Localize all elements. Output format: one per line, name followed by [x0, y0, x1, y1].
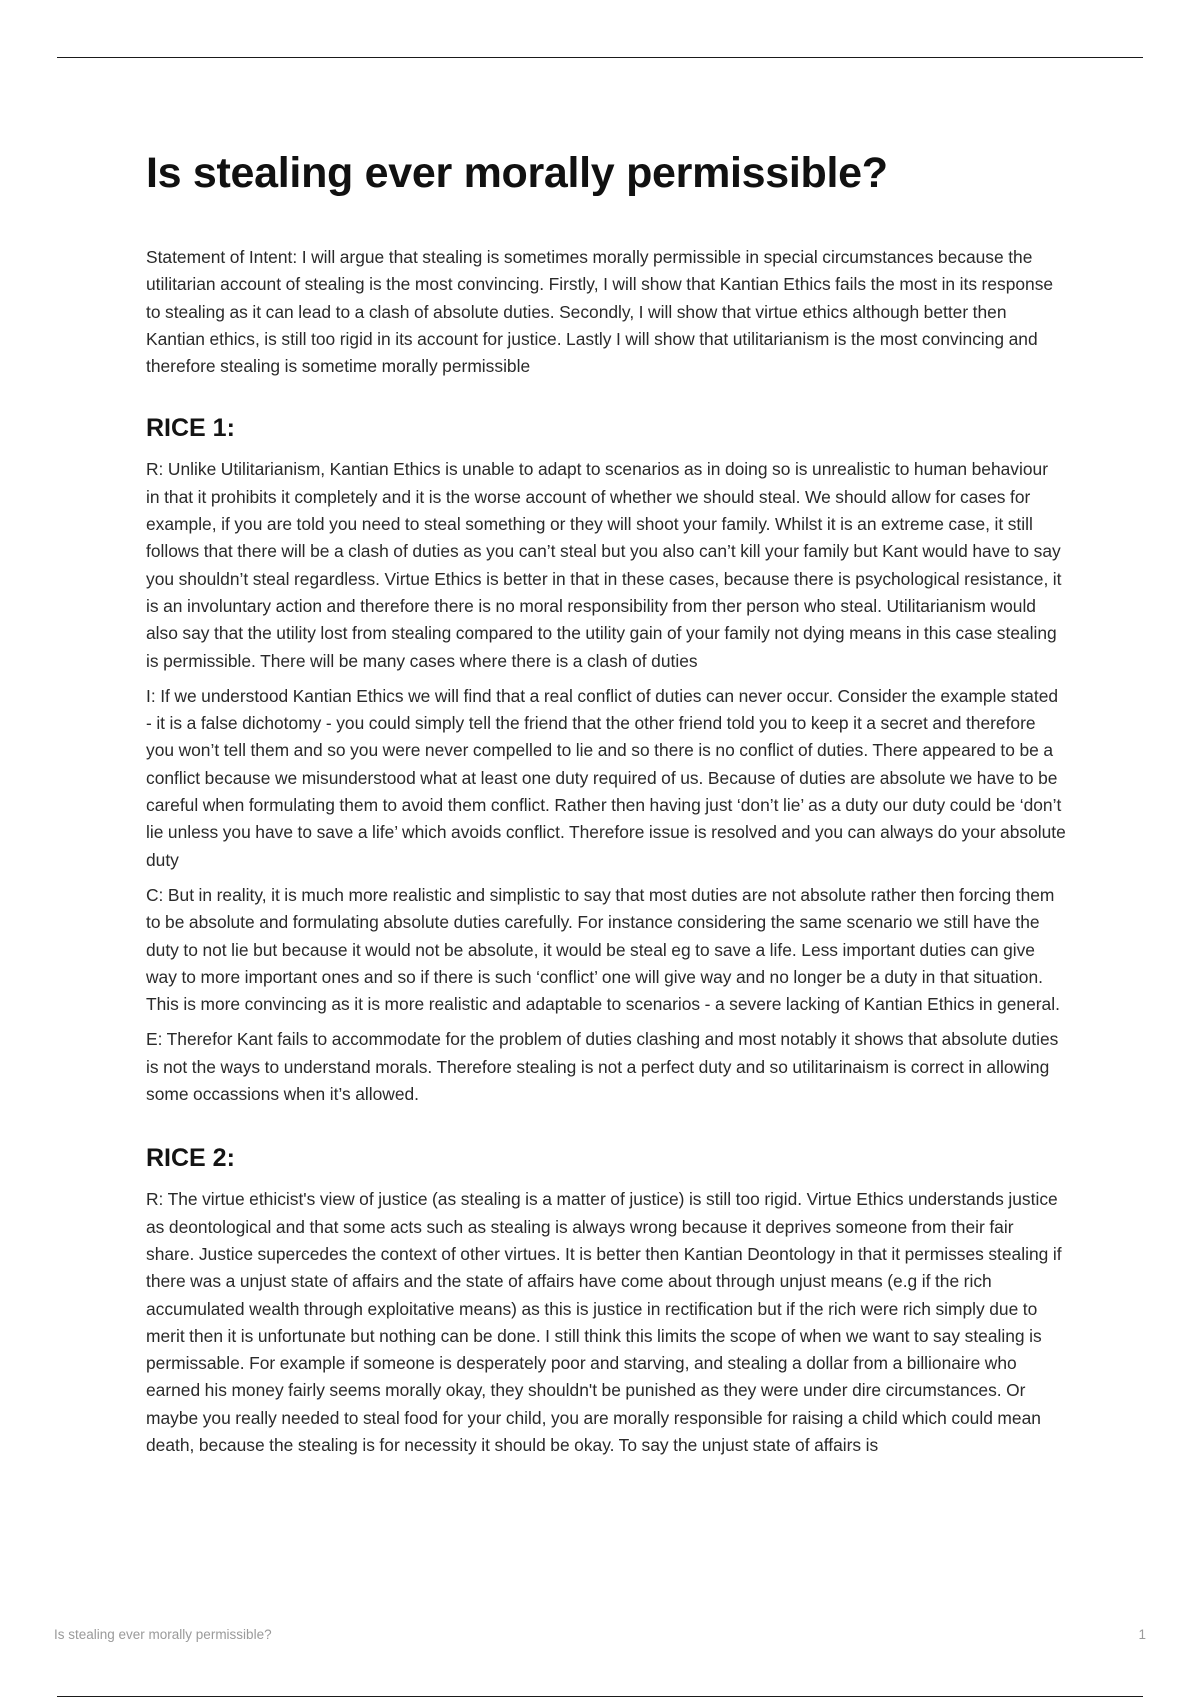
statement-of-intent: Statement of Intent: I will argue that stealing is sometimes morally permissible in special circumstances because the utilitarian account of stealing is the most convincing. Firstly, I will show that Kantian Ethics fails the most in its response to stealing as it can lead to a clash of absolute duties. Secondly, I will show that virtue ethics although better then Kantian ethics, is still too rigid in its account for justice. Lastly I will show that utilitarianism is the most convincing and therefore stealing is sometime morally permissible [146, 247, 1054, 377]
paragraph-evaluation: E: Therefor Kant fails to accommodate for the problem of duties clashing and most notably it shows that absolute duties is not the ways to understand morals. Therefore stealing is not a perfect duty and so utilitarinaism is correct in allowing some occassions when it’s allowed. [146, 1029, 1059, 1105]
document-title: Is stealing ever morally permissible? [146, 149, 888, 197]
section-rice-1 [146, 406, 1066, 1108]
paragraph-interpretation: I: If we understood Kantian Ethics we will find that a real conflict of duties can never occur. Consider the example stated - it is a false dichotomy - you could simply tell the friend that the other friend told you to keep it a secret and therefore you won’t tell them and so you were never compelled to lie and so there is no conflict of duties. There appeared to be a conflict because we misunderstood what at least one duty required of us. Because of duties are absolute we have to be careful when formulating them to avoid them conflict. Rather then having just ‘don’t lie’ as a duty our duty could be ‘don’t lie unless you have to save a life’ which avoids conflict. Therefore issue is resolved and you can always do your absolute duty [146, 685, 1066, 870]
section-spacer [146, 1116, 1066, 1136]
paragraph-counter: C: But in reality, it is much more realistic and simplistic to say that most duties are not absolute rather then forcing them to be absolute and formulating absolute duties carefully. For instance considering the same scenario we still have the duty to not lie but because it would not be absolute, it would be steal eg to save a life. Less important duties can give way to more important ones and so if there is such ‘conflict’ one will give way and no longer be a duty in that situation. This is more convincing as it is more realistic and adaptable to scenarios - a severe lacking of Kantian Ethics in general. [146, 884, 1060, 1015]
section-heading: RICE 1: [146, 414, 235, 443]
page-number: 1 [1138, 1627, 1146, 1642]
paragraph-reason: R: The virtue ethicist's view of justice (as stealing is a matter of justice) is still too rigid. Virtue Ethics understands justice as deontological and that some acts such as stealing is always wrong because it deprives someone from their fair share. Justice supercedes the context of other virtues. It is better then Kantian Deontology in that it permisses stealing if there was a unjust state of affairs and the state of affairs have come about through unjust means (e.g if the rich accumulated wealth through exploitative means) as this is justice in rectification but if the rich were rich simply due to merit then it is unfortunate but nothing can be done. I still think this limits the scope of when we want to say stealing is permissable. For example if someone is desperately poor and starving, and stealing a dollar from a billionaire who earned his money fairly seems morally okay, they shouldn't be punished as they were under dire circumstances. Or maybe you really needed to steal food for your child, you are morally responsible for raising a child which could mean death, because the stealing is for necessity it should be okay. To say the unjust state of affairs is [146, 1189, 1062, 1455]
footer-title: Is stealing ever morally permissible? [54, 1627, 272, 1642]
document-body [146, 140, 1066, 1467]
section-heading: RICE 2: [146, 1144, 235, 1173]
paragraph-reason: R: Unlike Utilitarianism, Kantian Ethics is unable to adapt to scenarios as in doing so is unrealistic to human behaviour in that it prohibits it completely and it is the worse account of whether we should steal. We should allow for cases for example, if you are told you need to steal something or they will shoot your family. Whilst it is an extreme case, it still follows that there will be a clash of duties as you can’t steal but you also can’t kill your family but Kant would have to say you shouldn’t steal regardless. Virtue Ethics is better in that in these cases, because there is psychological resistance, it is an involuntary action and therefore there is no moral responsibility from ther person who steal. Utilitarianism would also say that the utility lost from stealing compared to the utility gain of your family not dying means in this case stealing is permissible. There will be many cases where there is a clash of duties [146, 459, 1062, 671]
page-footer [54, 1627, 1146, 1642]
section-rice-2 [146, 1136, 1066, 1459]
bottom-rule [57, 1696, 1143, 1697]
top-rule [57, 57, 1143, 58]
